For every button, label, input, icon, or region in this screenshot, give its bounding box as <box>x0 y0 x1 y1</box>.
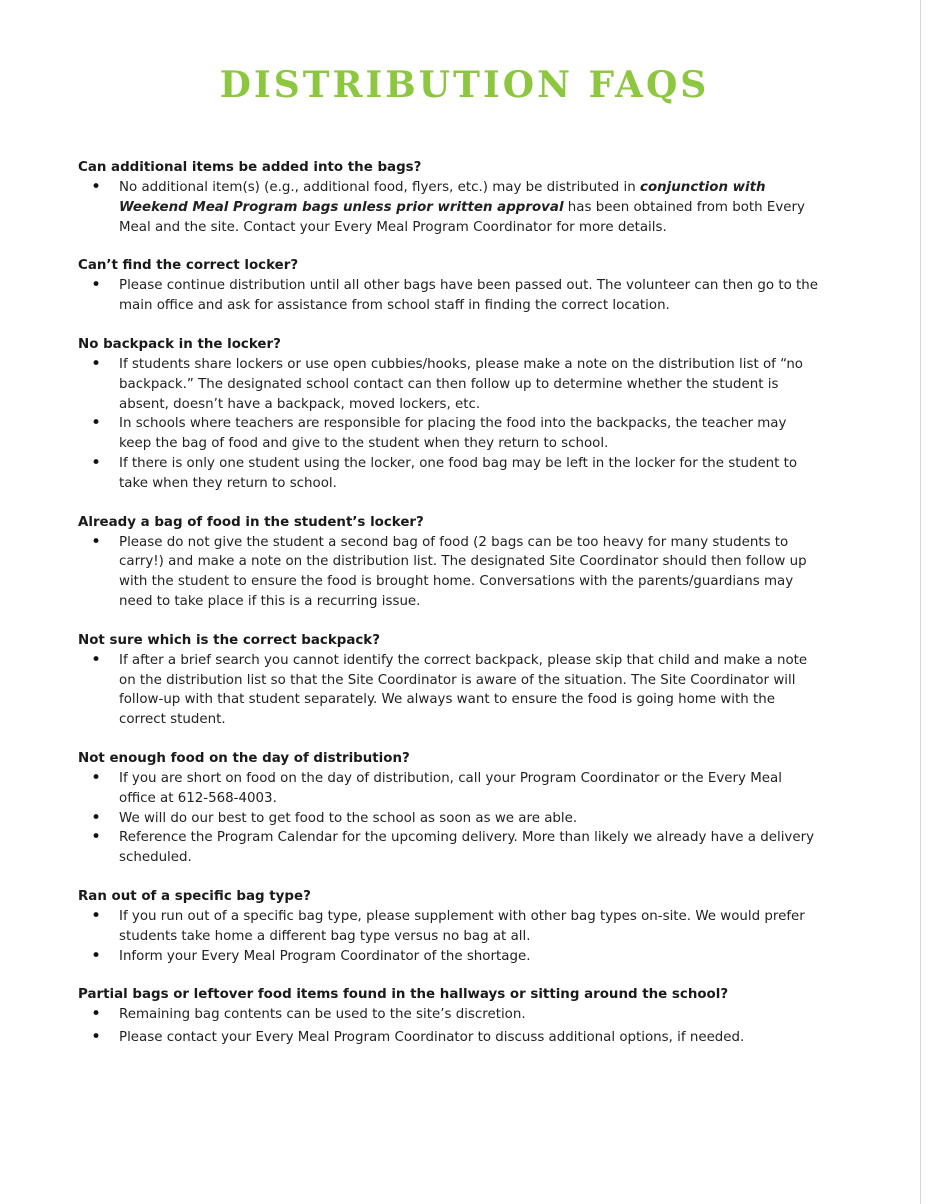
answer-text: has been obtained from both Every Meal and the site. Contact your Every Meal Program Coordinator for more details. <box>119 199 805 235</box>
answer-text: No additional item(s) (e.g., additional food, flyers, etc.) may be distributed in <box>119 180 640 195</box>
faq-section-not-enough-food <box>78 749 818 868</box>
faq-section-correct-backpack <box>78 631 818 730</box>
faq-list <box>78 158 818 1067</box>
faq-answer-item: • We will do our best to get food to the school as soon as we are able. <box>78 809 818 829</box>
faq-answer-item: • If students share lockers or use open cubbies/hooks, please make a note on the distribution list of “no backpack.” The designated school contact can then follow up to determine whether the student is absent, doesn’t have a backpack, moved lockers, etc. <box>78 355 818 414</box>
faq-answer-item: • Please contact your Every Meal Program Coordinator to discuss additional options, if needed. <box>78 1028 818 1048</box>
faq-answer-list <box>78 769 818 868</box>
faq-answer-item: • In schools where teachers are responsible for placing the food into the backpacks, the teacher may keep the bag of food and give to the student when they return to school. <box>78 414 818 454</box>
faq-answer-item: • Please continue distribution until all other bags have been passed out. The volunteer can then go to the main office and ask for assistance from school staff in finding the correct location. <box>78 276 818 316</box>
faq-question: Partial bags or leftover food items found in the hallways or sitting around the school? <box>78 987 729 1003</box>
faq-answer-item: • Please do not give the student a second bag of food (2 bags can be too heavy for many students to carry!) and make a note on the distribution list. The designated Site Coordinator should then follow up with the student to ensure the food is brought home. Conversations with the parents/guardians may need to take place if this is a recurring issue. <box>78 533 818 612</box>
faq-answer-item <box>78 178 818 237</box>
faq-answer-item: • If there is only one student using the locker, one food bag may be left in the locker for the student to take when they return to school. <box>78 454 818 494</box>
faq-answer-list <box>78 178 818 237</box>
faq-question: Ran out of a specific bag type? <box>78 888 311 904</box>
faq-answer-item: • Inform your Every Meal Program Coordinator of the shortage. <box>78 947 818 967</box>
faq-section-partial-bags <box>78 985 818 1048</box>
faq-answer-list <box>78 276 818 316</box>
faq-question: Already a bag of food in the student’s locker? <box>78 514 424 530</box>
faq-section-locker <box>78 256 818 316</box>
page-title: DISTRIBUTION FAQS <box>219 64 710 106</box>
faq-answer-item: • Reference the Program Calendar for the upcoming delivery. More than likely we already have a delivery scheduled. <box>78 828 818 868</box>
faq-question: Not enough food on the day of distribution? <box>78 750 410 766</box>
faq-answer-list <box>78 1005 818 1048</box>
faq-question: No backpack in the locker? <box>78 336 281 352</box>
faq-section-no-backpack <box>78 335 818 494</box>
faq-answer-list <box>78 907 818 966</box>
faq-answer-item: • If after a brief search you cannot identify the correct backpack, please skip that child and make a note on the distribution list so that the Site Coordinator is aware of the situation. The Site Coordinator will follow-up with that student separately. We always want to ensure the food is going home with the correct student. <box>78 651 818 730</box>
faq-answer-item: • If you are short on food on the day of distribution, call your Program Coordinator or the Every Meal office at 612-568-4003. <box>78 769 818 809</box>
faq-answer-list <box>78 533 818 612</box>
faq-question: Not sure which is the correct backpack? <box>78 632 380 648</box>
faq-section-existing-bag <box>78 513 818 612</box>
faq-answer-item: • If you run out of a specific bag type, please supplement with other bag types on-site. We would prefer students take home a different bag type versus no bag at all. <box>78 907 818 947</box>
faq-question: Can’t find the correct locker? <box>78 258 299 274</box>
faq-answer-list <box>78 651 818 730</box>
answer-emphasis: conjunction with Weekend Meal Program bags unless prior written approval <box>119 180 766 215</box>
faq-section-additional-items <box>78 158 818 237</box>
faq-answer-list <box>78 355 818 494</box>
page-edge-rule <box>920 0 921 1204</box>
faq-question: Can additional items be added into the bags? <box>78 160 422 175</box>
faq-section-bag-type <box>78 887 818 966</box>
faq-answer-item: • Remaining bag contents can be used to the site’s discretion. <box>78 1005 818 1025</box>
